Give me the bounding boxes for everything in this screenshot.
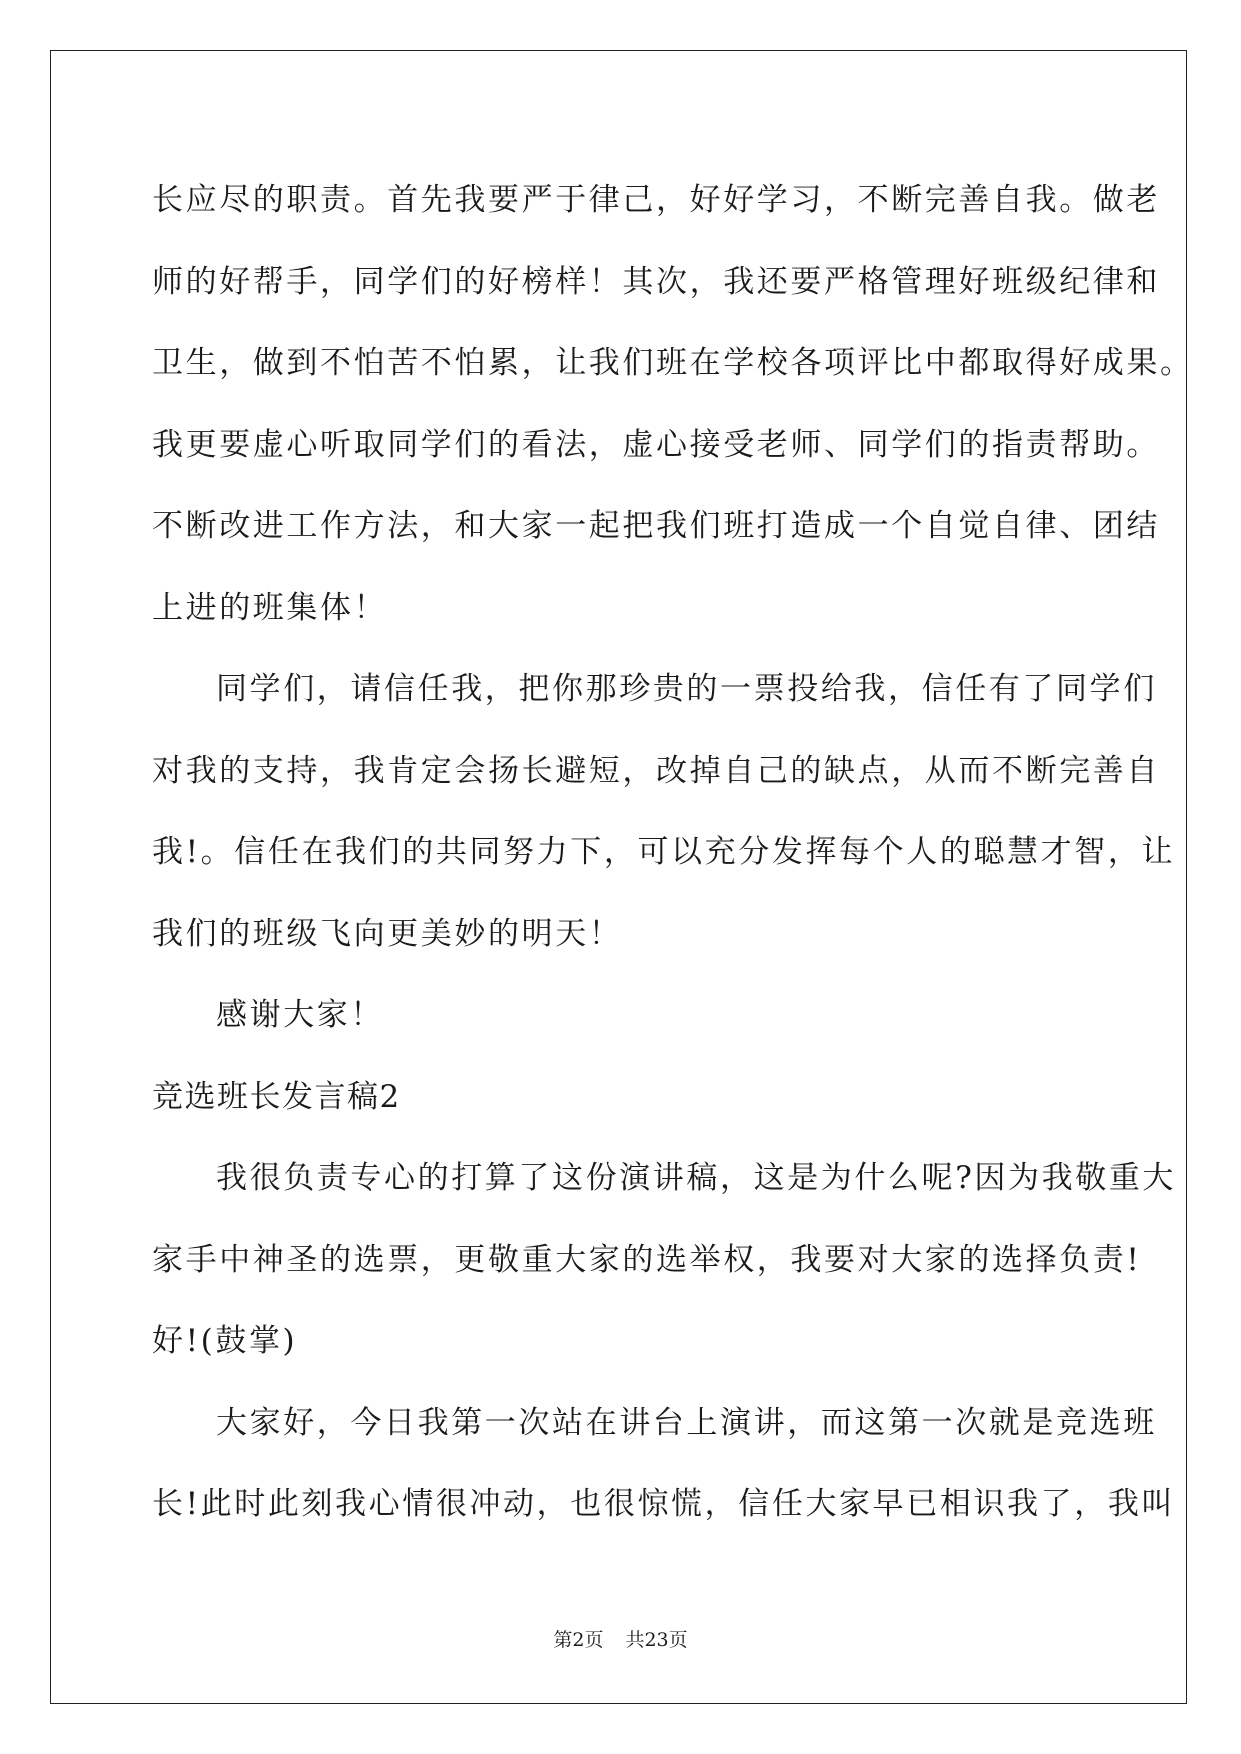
page-total: 共23页 <box>625 1629 688 1651</box>
text-line: 我!。信任在我们的共同努力下，可以充分发挥每个人的聪慧才智，让 <box>152 834 1176 870</box>
text-line: 我们的班级飞向更美妙的明天！ <box>152 915 623 952</box>
text-line: 大家好，今日我第一次站在讲台上演讲，而这第一次就是竞选班 <box>216 1404 1157 1441</box>
section-heading: 竞选班长发言稿2 <box>152 1078 401 1115</box>
text-line: 长!此时此刻我心情很冲动，也很惊慌，信任大家早已相识我了，我叫 <box>152 1486 1176 1522</box>
text-line: 不断改进工作方法，和大家一起把我们班打造成一个自觉自律、团结 <box>152 508 1160 544</box>
text-line: 家手中神圣的选票，更敬重大家的选举权，我要对大家的选择负责! <box>152 1241 1142 1278</box>
text-line: 我很负责专心的打算了这份演讲稿，这是为什么呢?因为我敬重大 <box>216 1160 1177 1196</box>
page-footer <box>0 1625 1241 1652</box>
text-line: 对我的支持，我肯定会扬长避短，改掉自己的缺点，从而不断完善自 <box>152 752 1160 789</box>
page-number: 第2页 <box>553 1629 604 1651</box>
text-line: 卫生，做到不怕苦不怕累，让我们班在学校各项评比中都取得好成果。 <box>152 345 1194 381</box>
text-line: 同学们，请信任我，把你那珍贵的一票投给我，信任有了同学们 <box>216 671 1157 707</box>
text-line: 感谢大家！ <box>216 997 384 1033</box>
text-line: 好!(鼓掌) <box>152 1323 298 1359</box>
text-line: 师的好帮手，同学们的好榜样！其次，我还要严格管理好班级纪律和 <box>152 263 1160 300</box>
text-line: 我更要虚心听取同学们的看法，虚心接受老师、同学们的指责帮助。 <box>152 426 1160 463</box>
text-line: 长应尽的职责。首先我要严于律己，好好学习，不断完善自我。做老 <box>152 182 1160 218</box>
text-line: 上进的班集体！ <box>152 589 388 626</box>
document-body <box>152 160 1194 1546</box>
